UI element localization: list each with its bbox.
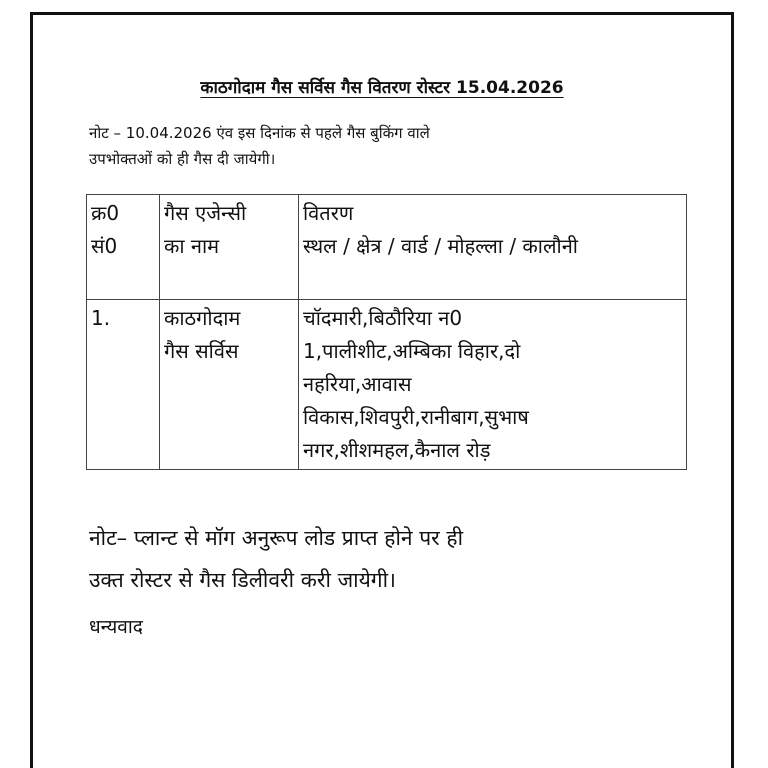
header-agency-line-2: का नाम [164, 234, 220, 258]
row-areas-line-3: नहरिया,आवास [303, 372, 412, 396]
note-top-line-2: उपभोक्तओं को ही गैस दी जायेगी। [89, 150, 276, 168]
row-areas-line-1: चॉदमारी,बिठौरिया न0 [303, 306, 463, 330]
header-distribution-line-1: वितरण [303, 201, 354, 225]
header-serial [87, 195, 160, 300]
title-text: काठगोदाम गैस सर्विस गैस वितरण रोस्टर 15.04.2026 [200, 78, 564, 98]
header-serial-line-1: क्र0 [91, 201, 120, 225]
note-bottom-line-2: उक्त रोस्टर से गैस डिलीवरी करी जायेगी। [89, 568, 397, 592]
row-serial: 1. [87, 300, 160, 470]
row-agency-line-1: काठगोदाम [164, 306, 241, 330]
header-distribution-line-2: स्थल / क्षेत्र / वार्ड / मोहल्ला / कालौनी [303, 234, 578, 258]
header-serial-line-2: सं0 [91, 234, 118, 258]
header-agency [160, 195, 299, 300]
row-agency [160, 300, 299, 470]
row-areas [299, 300, 687, 470]
note-top [89, 120, 699, 172]
note-bottom-line-1: नोट– प्लान्ट से मॉग अनुरूप लोड प्राप्त होने पर ही [89, 526, 464, 550]
header-agency-line-1: गैस एजेन्सी [164, 201, 247, 225]
roster-table [86, 194, 687, 470]
row-areas-line-4: विकास,शिवपुरी,रानीबाग,सुभाष [303, 405, 529, 429]
row-agency-line-2: गैस सर्विस [164, 339, 239, 363]
table-row [87, 300, 687, 470]
document-title [33, 75, 731, 98]
table-header-row [87, 195, 687, 300]
note-bottom [89, 517, 689, 601]
document-page [30, 12, 734, 768]
row-areas-line-2: 1,पालीशीट,अम्बिका विहार,दो [303, 339, 521, 363]
row-areas-line-5: नगर,शीशमहल,कैनाल रोड़ [303, 438, 491, 462]
header-distribution [299, 195, 687, 300]
note-top-line-1: नोट – 10.04.2026 एंव इस दिनांक से पहले गैस बुकिंग वाले [89, 124, 430, 142]
closing-text: धन्यवाद [89, 616, 143, 638]
